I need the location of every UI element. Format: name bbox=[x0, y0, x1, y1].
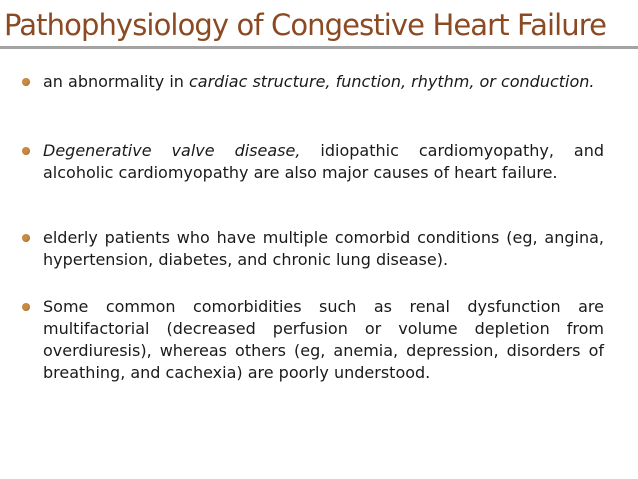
bullet-dot-icon bbox=[22, 147, 30, 155]
bullet-dot-icon bbox=[22, 234, 30, 242]
bullet-dot-icon bbox=[22, 78, 30, 86]
bullet-text: elderly patients who have multiple comorbid conditions (eg, angina, hypertension, diabetes, and chronic lung disease). bbox=[43, 228, 604, 269]
bullet-text-italic: Degenerative valve disease, bbox=[43, 141, 301, 160]
bullet-text: idiopathic cardiomyopathy, and alcoholic cardiomyopathy are also major causes of heart failure. bbox=[43, 141, 604, 182]
bullet-text-italic: cardiac structure, function, rhythm, or conduction. bbox=[189, 72, 595, 91]
bullet-item bbox=[20, 71, 604, 121]
bullet-item bbox=[20, 296, 604, 386]
bullet-text: Some common comorbidities such as renal dysfunction are multifactorial (decreased perfusion or volume depletion from overdiuresis), whereas others (eg, anemia, depression, disorders of breathing, and cachexia) are poorly understood. bbox=[43, 297, 604, 382]
bullet-dot-icon bbox=[22, 303, 30, 311]
bullet-list bbox=[20, 64, 604, 386]
title-divider bbox=[0, 46, 638, 49]
slide-title: Pathophysiology of Congestive Heart Failure bbox=[4, 8, 607, 42]
bullet-text: an abnormality in bbox=[43, 72, 189, 91]
bullet-item bbox=[20, 227, 604, 277]
bullet-item bbox=[20, 140, 604, 210]
